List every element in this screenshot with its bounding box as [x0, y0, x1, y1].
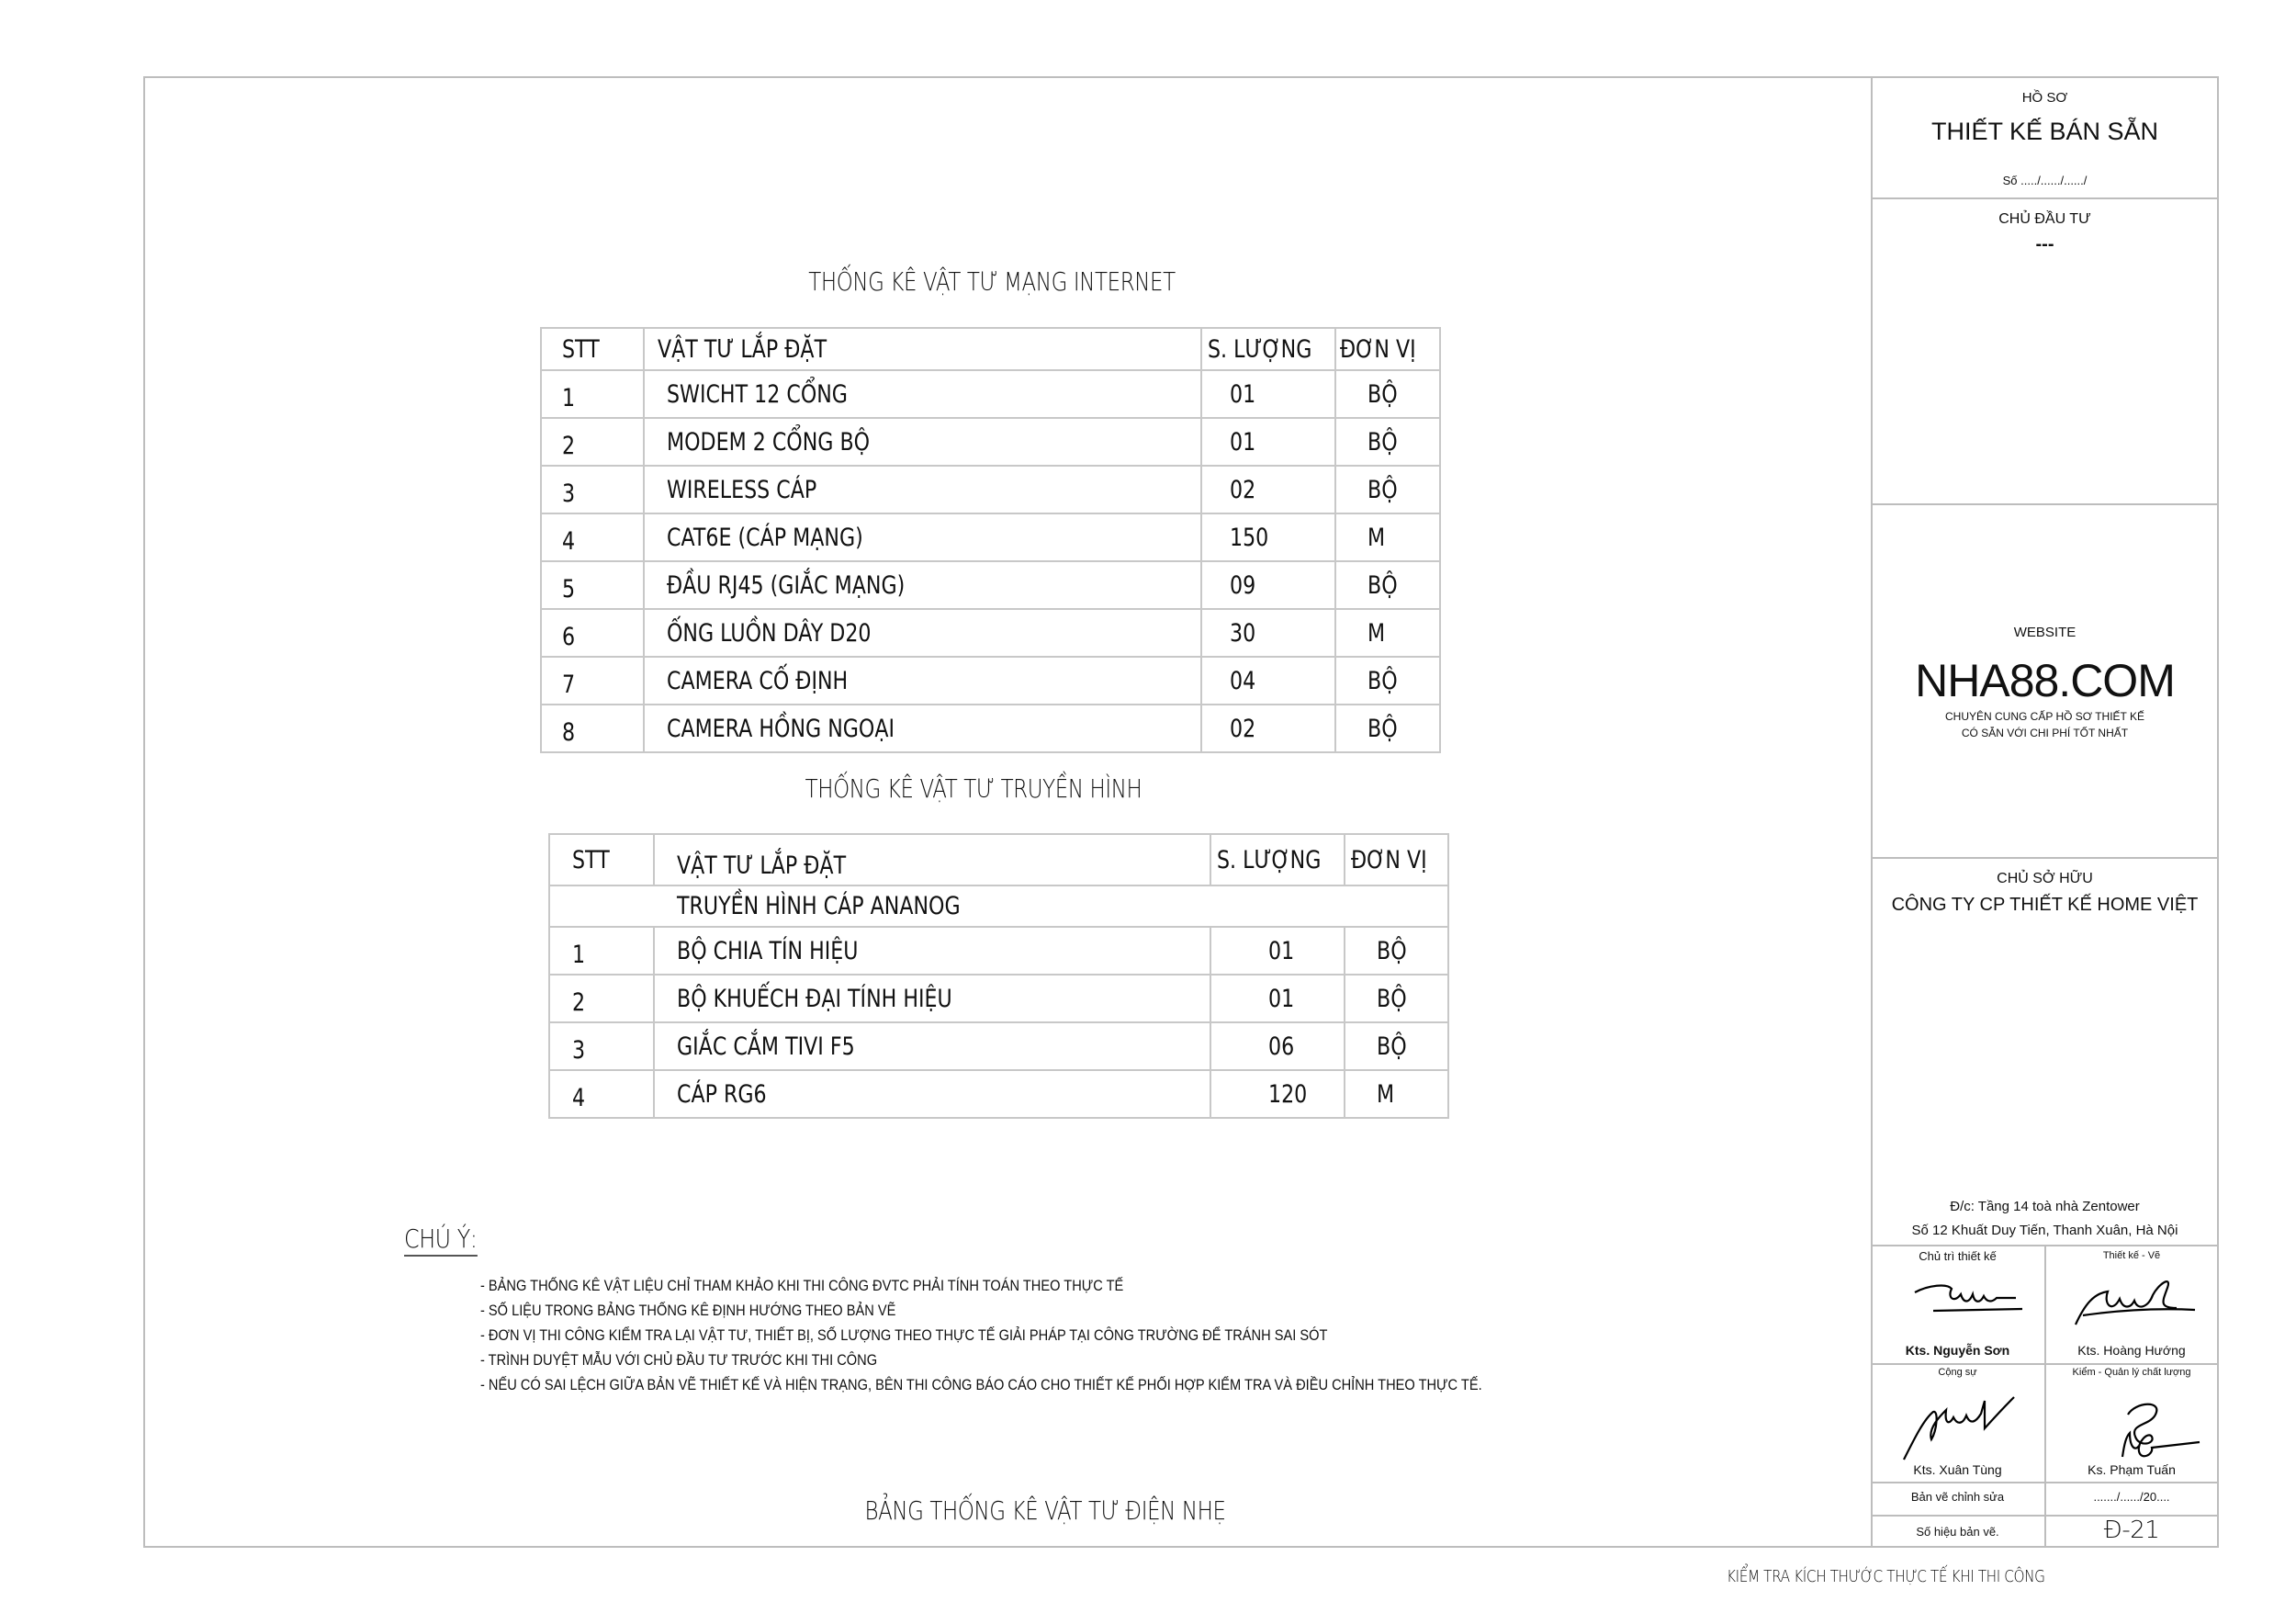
row-unit: BỘ [1335, 418, 1440, 466]
revision-date: ......./....../20.... [2093, 1490, 2170, 1504]
row-qty: 150 [1201, 513, 1335, 561]
group-label: TRUYỀN HÌNH CÁP ANANOG [549, 885, 1448, 927]
row-stt: 5 [541, 561, 644, 609]
row-unit: M [1335, 513, 1440, 561]
header-item: VẬT TƯ LẮP ĐẶT [644, 328, 1200, 370]
note-item: - TRÌNH DUYỆT MẪU VỚI CHỦ ĐẦU TƯ TRƯỚC KHI THI CÔNG [480, 1351, 878, 1369]
website-label: WEBSITE [2013, 625, 2077, 640]
row-item: CAMERA CỐ ĐỊNH [644, 657, 1200, 705]
signer-name: Kts. Nguyễn Sơn [1905, 1343, 2010, 1358]
table-row [541, 466, 1440, 513]
row-unit: M [1345, 1070, 1448, 1118]
row-qty: 06 [1210, 1022, 1345, 1070]
row-unit: BỘ [1335, 370, 1440, 418]
note-item: - NẾU CÓ SAI LỆCH GIỮA BẢN VẼ THIẾT KẾ VÀ HIỆN TRẠNG, BÊN THI CÔNG BÁO CÁO CHO THIẾT KẾ PHỐI HỢP KIỂM TRA VÀ ĐIỀU CHỈNH THEO THỰC TẾ. [480, 1376, 1482, 1393]
row-item: CAMERA HỒNG NGOẠI [644, 705, 1200, 752]
investor-value: --- [2035, 234, 2054, 254]
tv-materials-table [548, 833, 1449, 1119]
row-stt: 6 [541, 609, 644, 657]
signer-role: Thiết kế - Vẽ [2102, 1250, 2161, 1261]
address-line-2: Số 12 Khuất Duy Tiến, Thanh Xuân, Hà Nội [1911, 1223, 2178, 1238]
header-stt: STT [541, 328, 644, 370]
row-stt: 1 [541, 370, 644, 418]
row-stt: 2 [541, 418, 644, 466]
row-stt: 4 [549, 1070, 654, 1118]
title-block-divider [1871, 857, 2219, 859]
internet-table-title: THỐNG KÊ VẬT TƯ MẠNG INTERNET [808, 266, 1176, 297]
row-unit: BỘ [1345, 1022, 1448, 1070]
tv-table-title: THỐNG KÊ VẬT TƯ TRUYỀN HÌNH [805, 773, 1142, 804]
owner-label: CHỦ SỞ HỮU [1997, 871, 2093, 886]
row-item: ĐẦU RJ45 (GIẮC MẠNG) [644, 561, 1200, 609]
table-row [541, 370, 1440, 418]
row-stt: 2 [549, 975, 654, 1022]
internet-materials-table [540, 327, 1441, 753]
signer-name: Kts. Hoàng Hướng [2077, 1343, 2186, 1358]
revision-label: Bản vẽ chỉnh sửa [1910, 1490, 2005, 1504]
row-qty: 04 [1201, 657, 1335, 705]
row-qty: 01 [1201, 370, 1335, 418]
signer-role: Cộng sự [1938, 1367, 1977, 1378]
row-qty: 01 [1210, 975, 1345, 1022]
website-tagline-1: CHUYÊN CUNG CẤP HỒ SƠ THIẾT KẾ [1945, 710, 2144, 723]
signature-hoang-huong [2066, 1268, 2204, 1341]
table-group-row [549, 885, 1448, 927]
header-item: VẬT TƯ LẮP ĐẶT [654, 834, 1210, 885]
row-qty: 01 [1201, 418, 1335, 466]
footer-note: KIỂM TRA KÍCH THƯỚC THỰC TẾ KHI THI CÔNG [1727, 1567, 2045, 1586]
row-item: WIRELESS CÁP [644, 466, 1200, 513]
row-item: CAT6E (CÁP MẠNG) [644, 513, 1200, 561]
signature-nguyen-son [1910, 1272, 2030, 1336]
dossier-label: HỒ SƠ [2021, 90, 2068, 106]
note-item: - SỐ LIỆU TRONG BẢNG THỐNG KÊ ĐỊNH HƯỚNG THEO BẢN VẼ [480, 1302, 896, 1319]
title-block-divider [1871, 503, 2219, 505]
row-stt: 1 [549, 927, 654, 975]
row-unit: BỘ [1345, 975, 1448, 1022]
row-item: BỘ CHIA TÍN HIỆU [654, 927, 1210, 975]
table-row [549, 927, 1448, 975]
website-tagline-2: CÓ SẴN VỚI CHI PHÍ TỐT NHẤT [1961, 727, 2129, 739]
table-row [541, 657, 1440, 705]
signature-xuan-tung [1896, 1392, 2025, 1465]
row-item: ỐNG LUỒN DÂY D20 [644, 609, 1200, 657]
signature-pham-tuan [2099, 1396, 2218, 1470]
notes-heading: CHÚ Ý: [404, 1224, 478, 1257]
table-row [549, 1022, 1448, 1070]
signer-role: Kiểm - Quản lý chất lượng [2072, 1367, 2191, 1378]
table-row [541, 609, 1440, 657]
header-unit: ĐƠN VỊ [1335, 328, 1440, 370]
row-item: MODEM 2 CỔNG BỘ [644, 418, 1200, 466]
row-qty: 02 [1201, 466, 1335, 513]
header-qty: S. LƯỢNG [1201, 328, 1335, 370]
sheet-title: BẢNG THỐNG KÊ VẬT TƯ ĐIỆN NHẸ [864, 1495, 1226, 1526]
row-item: CÁP RG6 [654, 1070, 1210, 1118]
row-stt: 7 [541, 657, 644, 705]
table-header-row [541, 328, 1440, 370]
row-item: GIẮC CẮM TIVI F5 [654, 1022, 1210, 1070]
row-unit: BỘ [1345, 927, 1448, 975]
row-qty: 30 [1201, 609, 1335, 657]
row-unit: BỘ [1335, 466, 1440, 513]
row-qty: 09 [1201, 561, 1335, 609]
header-unit: ĐƠN VỊ [1345, 834, 1448, 885]
row-stt: 3 [549, 1022, 654, 1070]
website-name: NHA88.COM [1915, 655, 2175, 706]
row-unit: BỘ [1335, 561, 1440, 609]
title-block-divider [1871, 197, 2219, 199]
row-qty: 120 [1210, 1070, 1345, 1118]
signer-name: Ks. Phạm Tuấn [2088, 1462, 2176, 1477]
address-line-1: Đ/c: Tầng 14 toà nhà Zentower [1950, 1199, 2140, 1214]
table-row [549, 1070, 1448, 1118]
row-unit: BỘ [1335, 657, 1440, 705]
notes-list [480, 1273, 1645, 1397]
drawing-number-label: Số hiệu bản vẽ. [1916, 1525, 1999, 1539]
investor-label: CHỦ ĐẦU TƯ [1998, 211, 2091, 227]
table-row [541, 705, 1440, 752]
row-stt: 8 [541, 705, 644, 752]
dossier-number: Số ...../....../....../ [2002, 174, 2088, 187]
drawing-number: Đ-21 [2103, 1517, 2160, 1544]
note-item: - ĐƠN VỊ THI CÔNG KIỂM TRA LẠI VẬT TƯ, THIẾT BỊ, SỐ LƯỢNG THEO THỰC TẾ GIẢI PHÁP TẠI CÔNG TRƯỜNG ĐỂ TRÁNH SAI SÓT [480, 1326, 1328, 1344]
table-row [541, 418, 1440, 466]
dossier-title: THIẾT KẾ BÁN SẴN [1930, 118, 2159, 145]
header-qty: S. LƯỢNG [1210, 834, 1345, 885]
row-unit: M [1335, 609, 1440, 657]
row-unit: BỘ [1335, 705, 1440, 752]
table-row [549, 975, 1448, 1022]
table-row [541, 561, 1440, 609]
header-stt: STT [549, 834, 654, 885]
row-stt: 3 [541, 466, 644, 513]
row-qty: 01 [1210, 927, 1345, 975]
owner-name: CÔNG TY CP THIẾT KẾ HOME VIỆT [1891, 895, 2199, 915]
note-item: - BẢNG THỐNG KÊ VẬT LIỆU CHỈ THAM KHẢO KHI THI CÔNG ĐVTC PHẢI TÍNH TOÁN THEO THỰC TẾ [480, 1277, 1124, 1294]
row-qty: 02 [1201, 705, 1335, 752]
signer-name: Kts. Xuân Tùng [1913, 1462, 2002, 1477]
table-row [541, 513, 1440, 561]
row-item: BỘ KHUẾCH ĐẠI TÍNH HIỆU [654, 975, 1210, 1022]
row-stt: 4 [541, 513, 644, 561]
row-item: SWICHT 12 CỔNG [644, 370, 1200, 418]
table-header-row [549, 834, 1448, 885]
signer-role: Chủ trì thiết kế [1919, 1249, 1997, 1263]
